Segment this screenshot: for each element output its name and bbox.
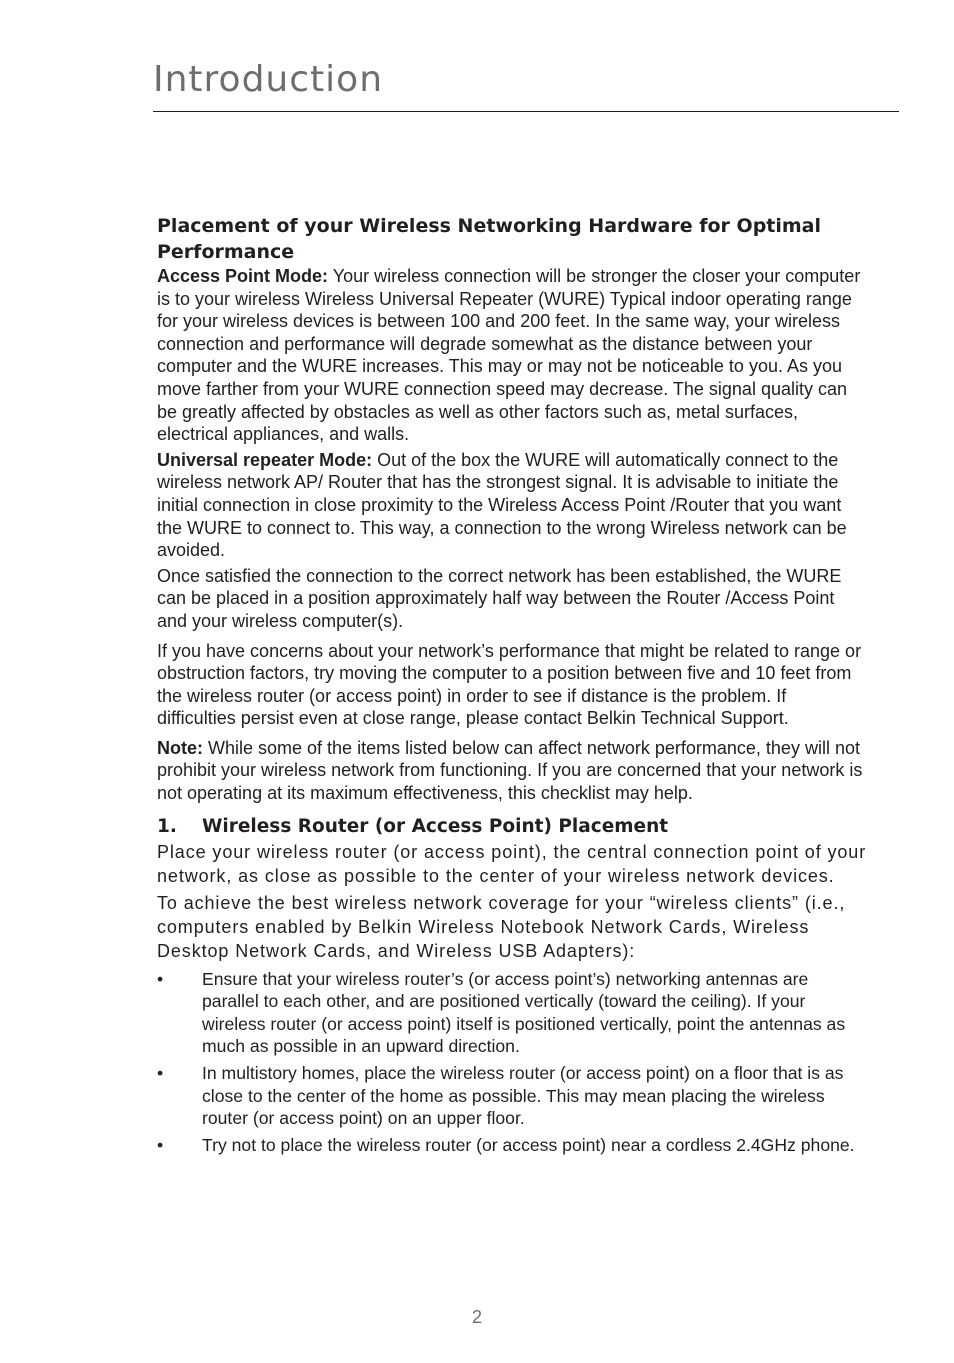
repeater-paragraph <box>157 449 869 562</box>
access-point-text: Your wireless connection will be stronger the closer your computer is to your wireless Wireless Universal Repeater (WURE) Typical indoor operating range for your wireless devices is between 100 and 200 feet. In the same way, your wireless connection and performance will degrade somewhat as the distance between your computer and the WURE increases. This may or may not be noticeable to you. As you move farther from your WURE connection speed may decrease. The signal quality can be greatly affected by obstacles as well as other factors such as, metal surfaces, electrical appliances, and walls. <box>157 266 861 445</box>
access-point-label: Access Point Mode: <box>157 266 329 286</box>
section-heading: Placement of your Wireless Networking Hardware for Optimal Performance <box>157 215 822 263</box>
subsection-heading <box>157 814 869 840</box>
subsection-number: 1. <box>157 815 177 837</box>
bullet-icon: • <box>157 1134 164 1155</box>
coverage-paragraph: To achieve the best wireless network coverage for your “wireless clients” (i.e., computers enabled by Belkin Wireless Notebook Network Cards, Wireless Desktop Network Cards, and Wireless USB Adapters): <box>157 892 846 961</box>
bullet-icon: • <box>157 968 164 989</box>
repeater-text: Out of the box the WURE will automatically connect to the wireless network AP/ Router that has the strongest signal. It is advisable to initiate the initial connection in close proximity to the Wireless Access Point /Router that you want the WURE to connect to. This way, a connection to the wrong Wireless network can be avoided. <box>157 449 847 561</box>
placement-checklist <box>157 968 869 1157</box>
concerns-paragraph: If you have concerns about your network’s performance that might be related to range or obstruction factors, try moving the computer to a position between five and 10 feet from the wireless router (or access point) in order to see if distance is the problem. If difficulties persist even at close range, please contact Belkin Technical Support. <box>157 640 862 729</box>
header-divider <box>153 111 899 112</box>
list-item-text: Try not to place the wireless router (or access point) near a cordless 2.4GHz phone. <box>202 1134 855 1155</box>
list-item <box>157 1134 869 1157</box>
list-item <box>157 968 869 1058</box>
page-content <box>157 213 869 1160</box>
access-point-paragraph <box>157 265 869 446</box>
note-text: While some of the items listed below can affect network performance, they will not prohibit your wireless network from functioning. If you are concerned that your network is not operating at its maximum effectiveness, this checklist may help. <box>157 737 863 804</box>
note-label: Note: <box>157 737 203 758</box>
list-item-text: In multistory homes, place the wireless router (or access point) on a floor that is as close to the center of the home as possible. This may mean placing the wireless router (or access point) on an upper floor. <box>202 1063 844 1129</box>
repeater-label: Universal repeater Mode: <box>157 449 373 470</box>
list-item-text: Ensure that your wireless router’s (or access point’s) networking antennas are parallel to each other, and are positioned vertically (toward the ceiling). If your wireless router (or access point) itself is positioned vertically, point the antennas as much as possible in an upward direction. <box>202 968 846 1057</box>
subsection-title: Wireless Router (or Access Point) Placement <box>202 815 669 837</box>
page-header-title: Introduction <box>153 59 384 100</box>
placement-paragraph: Place your wireless router (or access point), the central connection point of your network, as close as possible to the center of your wireless network devices. <box>157 841 867 886</box>
list-item <box>157 1062 869 1130</box>
note-paragraph <box>157 737 869 805</box>
repeater-placement-paragraph: Once satisfied the connection to the correct network has been established, the WURE can be placed in a position approximately half way between the Router /Access Point and your wireless computer(s). <box>157 565 842 631</box>
bullet-icon: • <box>157 1063 164 1084</box>
page-number: 2 <box>471 1307 482 1327</box>
